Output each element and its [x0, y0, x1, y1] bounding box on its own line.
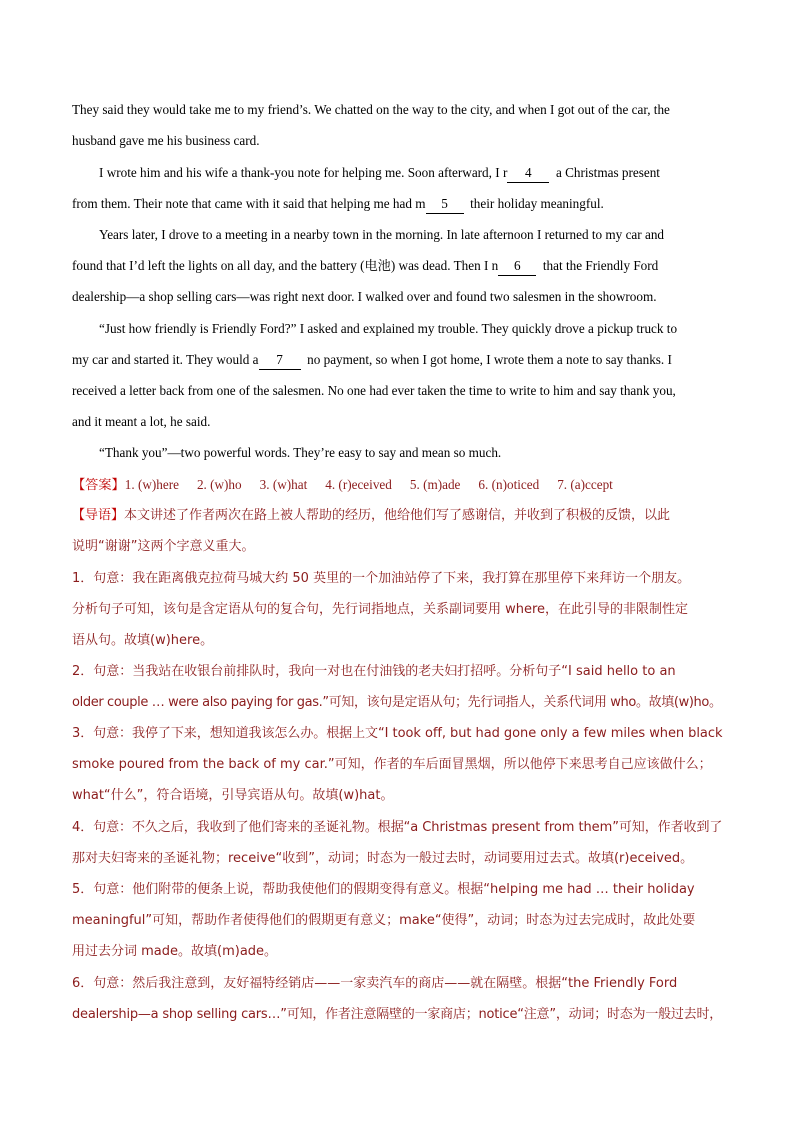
guide-line: 说明“谢谢”这两个字意义重大。	[72, 539, 255, 554]
explanation-line: 4．句意：不久之后，我收到了他们寄来的圣诞礼物。根据“a Christmas present from them”可知，作者收到了	[72, 820, 723, 835]
explanation-line: 1．句意：我在距离俄克拉荷马城大约 50 英里的一个加油站停了下来，我打算在那里停下来拜访一个朋友。	[72, 571, 691, 586]
guide-label: 【导语】	[72, 508, 125, 523]
explanation-line: 那对夫妇寄来的圣诞礼物；receive“收到”，动词；时态为一般过去时，动词要用过去式。故填(r)eceived。	[72, 851, 694, 866]
passage-line: I wrote him and his wife a thank-you note for helping me. Soon afterward, I r 4 a Christmas present	[99, 164, 660, 183]
answer-item: 2. (w)ho	[196, 477, 242, 492]
blank-4: 4	[507, 164, 549, 183]
explanation-line: 3．句意：我停了下来，想知道我该怎么办。根据上文“I took off, but had gone only a few miles when black	[72, 726, 723, 741]
explanation-line: 分析句子可知，该句是含定语从句的复合句，先行词指地点，关系副词要用 where，在此引导的非限制性定	[72, 602, 689, 617]
explanation-line: 6．句意：然后我注意到，友好福特经销店——一家卖汽车的商店——就在隔壁。根据“the Friendly Ford	[72, 976, 678, 991]
answer-item: 6. (n)oticed	[478, 477, 540, 492]
answer-item: 1. (w)here	[124, 477, 179, 492]
explanation-line: meaningful”可知，帮助作者使得他们的假期更有意义；make“使得”，动词；时态为过去完成时，故此处要	[72, 913, 696, 928]
explanation-line: 5．句意：他们附带的便条上说，帮助我使他们的假期变得有意义。根据“helping me had … their holiday	[72, 882, 695, 897]
passage-line: found that I’d left the lights on all day, and the battery (电池) was dead. Then I n 6 that the Friendly Ford	[72, 257, 658, 276]
explanation-line: 用过去分词 made。故填(m)ade。	[72, 944, 278, 959]
blank-5: 5	[426, 195, 464, 214]
explanation-line: 语从句。故填(w)here。	[72, 633, 214, 648]
explanation-line: dealership—a shop selling cars…”可知，作者注意隔壁的一家商店；notice“注意”，动词；时态为一般过去时，	[72, 1007, 723, 1022]
passage-line: dealership—a shop selling cars—was right next door. I walked over and found two salesmen in the showroom.	[72, 289, 657, 304]
passage-line: from them. Their note that came with it said that helping me had m 5 their holiday meaningful.	[72, 195, 604, 214]
passage-line: husband gave me his business card.	[72, 133, 260, 148]
passage-line: “Just how friendly is Friendly Ford?” I asked and explained my trouble. They quickly drove a pickup truck to	[99, 321, 678, 336]
answer-item: 7. (a)ccept	[557, 477, 613, 492]
answer-item: 3. (w)hat	[259, 477, 308, 492]
answer-item: 4. (r)eceived	[325, 477, 392, 492]
passage-line: Years later, I drove to a meeting in a nearby town in the morning. In late afternoon I returned to my car and	[99, 227, 665, 242]
blank-6: 6	[498, 257, 536, 276]
explanation-line: 2．句意：当我站在收银台前排队时，我向一对也在付油钱的老夫妇打招呼。分析句子“I said hello to an	[72, 664, 676, 679]
guide-line: 【导语】本文讲述了作者两次在路上被人帮助的经历，他给他们写了感谢信，并收到了积极的反馈，以此	[72, 508, 671, 523]
answer-item: 5. (m)ade	[409, 477, 461, 492]
passage-line: and it meant a lot, he said.	[72, 414, 211, 429]
answer-line	[72, 476, 613, 495]
explanation-line: older couple … were also paying for gas.”可知，该句是定语从句；先行词指人，关系代词用 who。故填(w)ho。	[72, 695, 722, 710]
passage-line: They said they would take me to my friend’s. We chatted on the way to the city, and when I got out of the car, the	[72, 102, 670, 117]
explanation-line: smoke poured from the back of my car.”可知，作者的车后面冒黑烟，所以他停下来思考自己应该做什么；	[72, 757, 712, 772]
passage-line: “Thank you”—two powerful words. They’re easy to say and mean so much.	[99, 445, 502, 460]
passage-line: received a letter back from one of the salesmen. No one had ever taken the time to write to him and say thank you,	[72, 383, 676, 398]
answer-label: 【答案】	[72, 478, 125, 493]
blank-7: 7	[259, 351, 301, 370]
explanation-line: what“什么”，符合语境，引导宾语从句。故填(w)hat。	[72, 788, 394, 803]
passage-line: my car and started it. They would a 7 no payment, so when I got home, I wrote them a note to say thanks. I	[72, 351, 672, 370]
